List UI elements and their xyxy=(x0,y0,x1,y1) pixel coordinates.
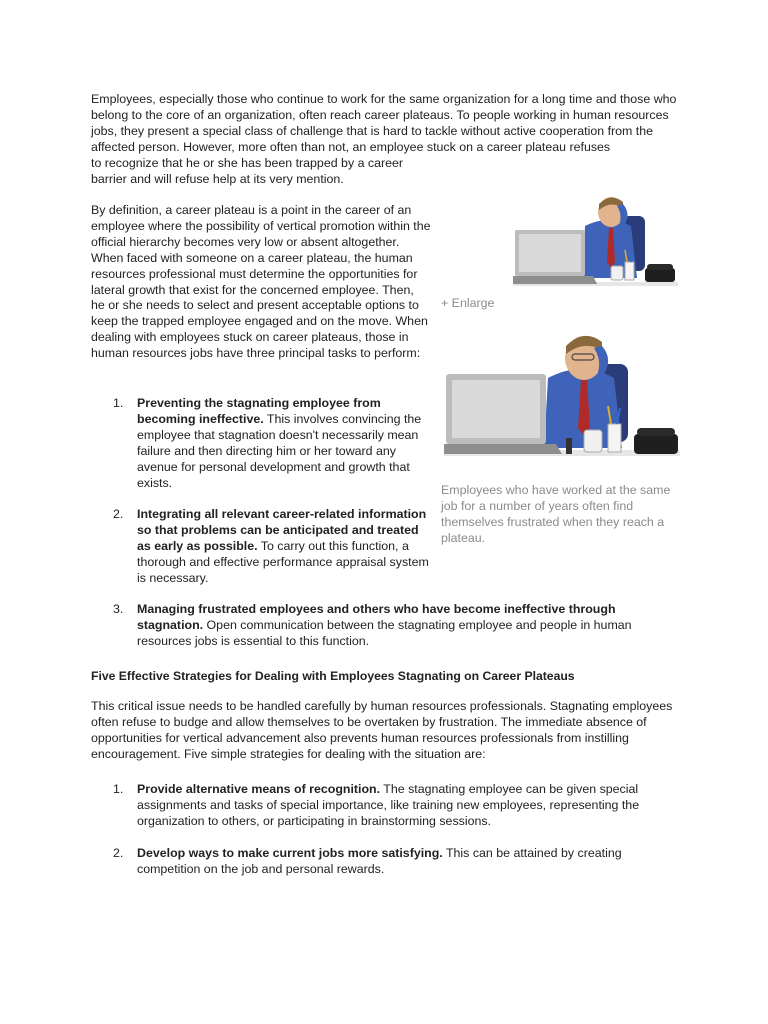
list-item-rest: Open communication between the stagnating employee and people in human resources jobs is essential to this function. xyxy=(137,617,632,648)
office-worker-thumbnail-image xyxy=(513,186,678,296)
list-item-rest: To carry out this function, a thorough and effective performance appraisal system is necessary. xyxy=(137,538,429,585)
list-number: 3. xyxy=(113,602,124,616)
list-item-bold: Integrating all relevant career-related information so that problems can be anticipated and treated as early as possible. xyxy=(137,507,427,553)
list-item-rest: This involves convincing the employee that stagnation doesn't necessarily mean failure and then directing him or her toward any avenue for personal development and growth that exists. xyxy=(137,411,422,490)
intro-paragraph-tail: to recognize that he or she has been trapped by a career barrier and will refuse help at its very mention. xyxy=(91,156,404,186)
image-caption: Employees who have worked at the same job for a number of years often find themselves frustrated when they reach a plateau. xyxy=(441,483,671,545)
thumbnail-photo[interactable] xyxy=(513,186,678,296)
list-item-text xyxy=(137,846,653,878)
enlarge-link[interactable]: + Enlarge xyxy=(441,296,495,310)
list-number: 1. xyxy=(113,396,124,410)
list-item-rest: The stagnating employee can be given special assignments and tasks of special importance, like training new employees, representing the organization to others, or participating in brainstorming sessions. xyxy=(137,782,640,828)
list-item-text xyxy=(137,507,433,587)
large-photo xyxy=(444,320,680,466)
list-number: 2. xyxy=(113,507,124,521)
definition-paragraph: By definition, a career plateau is a point in the career of an employee where the possibility of vertical promotion within the official hierarchy becomes very low or absent altogether. When faced with someone on a career plateau, the human resources professional must determine the opportunities for lateral growth that exist for the concerned employee. Then, he or she needs to select and present acceptable options to keep the trapped employee engaged and on the move. When dealing with employees stuck on career plateaus, those in human resources jobs have three principal tasks to perform: xyxy=(91,203,431,361)
list-item-bold: Provide alternative means of recognition. xyxy=(137,782,381,796)
section-intro-paragraph: This critical issue needs to be handled carefully by human resources professionals. Stagnating employees often refuse to budge and allow themselves to be overtaken by frustration. The immediate absence of opportunities for vertical advancement also prevents human resources professionals from instilling encouragement. Five simple strategies for dealing with the situation are: xyxy=(91,699,673,761)
list-number: 1. xyxy=(113,782,124,796)
list-item-text xyxy=(137,396,433,491)
list-item-text xyxy=(137,782,653,830)
list-number: 2. xyxy=(113,846,124,860)
list-item-bold: Preventing the stagnating employee from becoming ineffective. xyxy=(137,396,381,426)
list-item-text xyxy=(137,602,653,650)
list-item-rest: This can be attained by creating competition on the job and personal rewards. xyxy=(137,846,622,876)
office-worker-image xyxy=(444,320,680,466)
list-item-bold: Managing frustrated employees and others who have become ineffective through stagnation. xyxy=(137,602,616,632)
list-item-bold: Develop ways to make current jobs more satisfying. xyxy=(137,846,443,860)
intro-paragraph: Employees, especially those who continue to work for the same organization for a long time and those who belong to the core of an organization, often reach career plateaus. To people working in human resources jobs, they present a special class of challenge that is hard to tackle without active cooperation from the affected person. However, more often than not, an employee stuck on a career plateau refuses xyxy=(91,92,677,154)
section-heading: Five Effective Strategies for Dealing with Employees Stagnating on Career Plateaus xyxy=(91,669,575,683)
